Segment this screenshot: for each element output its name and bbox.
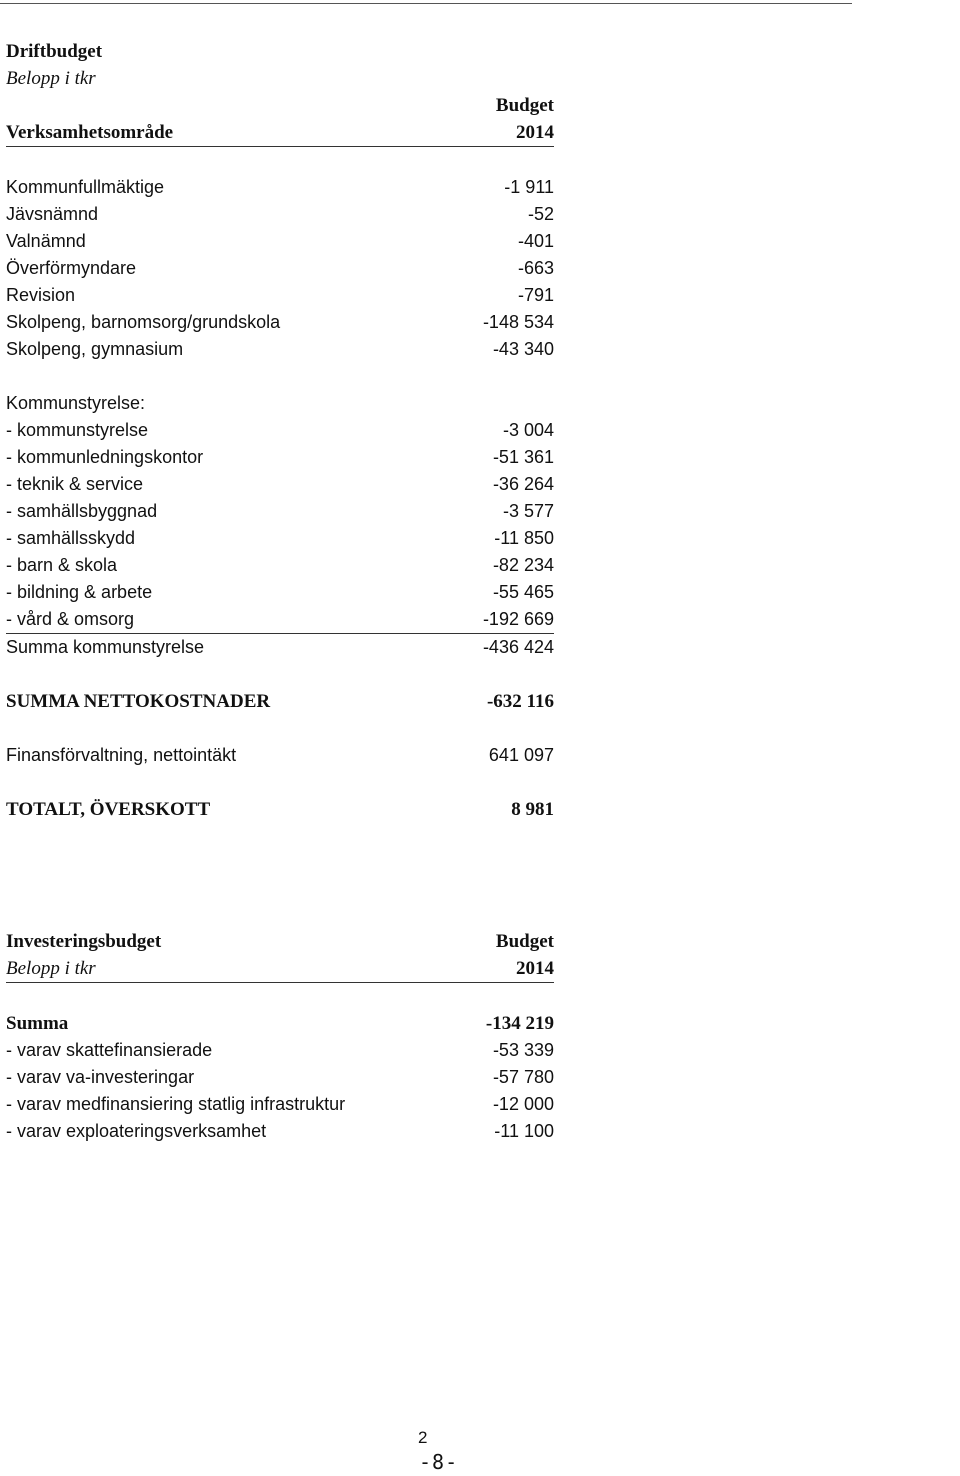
row-value: -192 669 <box>482 609 554 629</box>
row-value: 8 981 <box>511 799 554 820</box>
driftbudget-budget-header-row <box>6 92 554 119</box>
investering-subtitle: Belopp i tkr <box>6 958 96 979</box>
row-value: -11 850 <box>494 528 554 548</box>
table-row <box>6 444 554 471</box>
row-value: -55 465 <box>492 582 554 602</box>
page-number: 2 <box>418 1428 428 1447</box>
row-label: Summa kommunstyrelse <box>6 637 205 657</box>
row-value: -12 000 <box>492 1094 554 1114</box>
totalt-overskott-row <box>6 796 554 823</box>
page-marker: -8- <box>419 1450 459 1474</box>
row-label: - varav skattefinansierade <box>6 1040 213 1060</box>
investering-budget-label: Budget <box>495 931 554 952</box>
table-row <box>6 174 554 201</box>
table-row <box>6 1037 554 1064</box>
row-value: -36 264 <box>492 474 554 494</box>
investering-year: 2014 <box>516 958 554 979</box>
row-label: Summa <box>6 1013 69 1034</box>
row-label: - kommunledningskontor <box>6 447 204 467</box>
column-header-year: 2014 <box>516 122 554 143</box>
row-label: SUMMA NETTOKOSTNADER <box>6 691 271 712</box>
row-value: -57 780 <box>492 1067 554 1087</box>
table-row <box>6 282 554 309</box>
row-value: -82 234 <box>492 555 554 575</box>
row-label: TOTALT, ÖVERSKOTT <box>6 799 211 820</box>
row-label: Skolpeng, gymnasium <box>6 339 184 359</box>
table-row <box>6 417 554 444</box>
table-row <box>6 228 554 255</box>
row-label: - samhällsbyggnad <box>6 501 158 521</box>
driftbudget-subtitle-row <box>6 65 554 92</box>
driftbudget-column-header-row <box>6 119 554 147</box>
table-row <box>6 606 554 634</box>
row-label: - samhällsskydd <box>6 528 136 548</box>
row-label: - varav va-investeringar <box>6 1067 195 1087</box>
row-label: - barn & skola <box>6 555 118 575</box>
top-rule <box>0 3 852 4</box>
row-value: -401 <box>517 231 554 251</box>
investeringsbudget-section <box>6 928 554 1145</box>
row-value: -632 116 <box>486 691 554 712</box>
row-label: - varav medfinansiering statlig infrastruktur <box>6 1094 346 1114</box>
table-row <box>6 525 554 552</box>
row-value: -134 219 <box>485 1013 554 1034</box>
row-value: 641 097 <box>488 745 554 765</box>
kommunstyrelse-heading-row <box>6 390 554 417</box>
driftbudget-subtitle: Belopp i tkr <box>6 68 96 89</box>
summa-nettokostnader-row <box>6 688 554 715</box>
row-label: Överförmyndare <box>6 258 137 278</box>
row-value: -11 100 <box>494 1121 554 1141</box>
row-label: - kommunstyrelse <box>6 420 149 440</box>
investering-summa-row <box>6 1010 554 1037</box>
row-label: Valnämnd <box>6 231 86 251</box>
column-header-verksamhetsomrade: Verksamhetsområde <box>6 122 174 143</box>
driftbudget-title-row <box>6 38 554 65</box>
driftbudget-title: Driftbudget <box>6 41 103 62</box>
row-value: -1 911 <box>504 177 554 197</box>
row-value: -51 361 <box>492 447 554 467</box>
table-row <box>6 552 554 579</box>
table-row <box>6 201 554 228</box>
driftbudget-budget-label: Budget <box>495 95 554 116</box>
row-label: - vård & omsorg <box>6 609 135 629</box>
row-value: -52 <box>527 204 554 224</box>
table-row <box>6 309 554 336</box>
kommunstyrelse-heading: Kommunstyrelse: <box>6 393 146 413</box>
row-label: Skolpeng, barnomsorg/grundskola <box>6 312 281 332</box>
row-label: - teknik & service <box>6 474 144 494</box>
driftbudget-section <box>6 38 554 823</box>
row-label: - bildning & arbete <box>6 582 153 602</box>
row-label: Kommunfullmäktige <box>6 177 165 197</box>
row-value: -791 <box>517 285 554 305</box>
row-value: -436 424 <box>482 637 554 657</box>
table-row <box>6 1118 554 1145</box>
table-row <box>6 471 554 498</box>
investering-subtitle-row <box>6 955 554 983</box>
table-row <box>6 255 554 282</box>
row-value: -53 339 <box>492 1040 554 1060</box>
row-label: Finansförvaltning, nettointäkt <box>6 745 237 765</box>
row-label: - varav exploateringsverksamhet <box>6 1121 267 1141</box>
row-label: Revision <box>6 285 76 305</box>
row-value: -43 340 <box>492 339 554 359</box>
summa-kommunstyrelse-row <box>6 634 554 661</box>
row-label: Jävsnämnd <box>6 204 99 224</box>
table-row <box>6 498 554 525</box>
finansforvaltning-row <box>6 742 554 769</box>
investering-title: Investeringsbudget <box>6 931 162 952</box>
table-row <box>6 336 554 363</box>
row-value: -3 577 <box>502 501 554 521</box>
table-row <box>6 1064 554 1091</box>
investering-title-row <box>6 928 554 955</box>
row-value: -3 004 <box>502 420 554 440</box>
row-value: -148 534 <box>482 312 554 332</box>
table-row <box>6 1091 554 1118</box>
row-value: -663 <box>517 258 554 278</box>
table-row <box>6 579 554 606</box>
